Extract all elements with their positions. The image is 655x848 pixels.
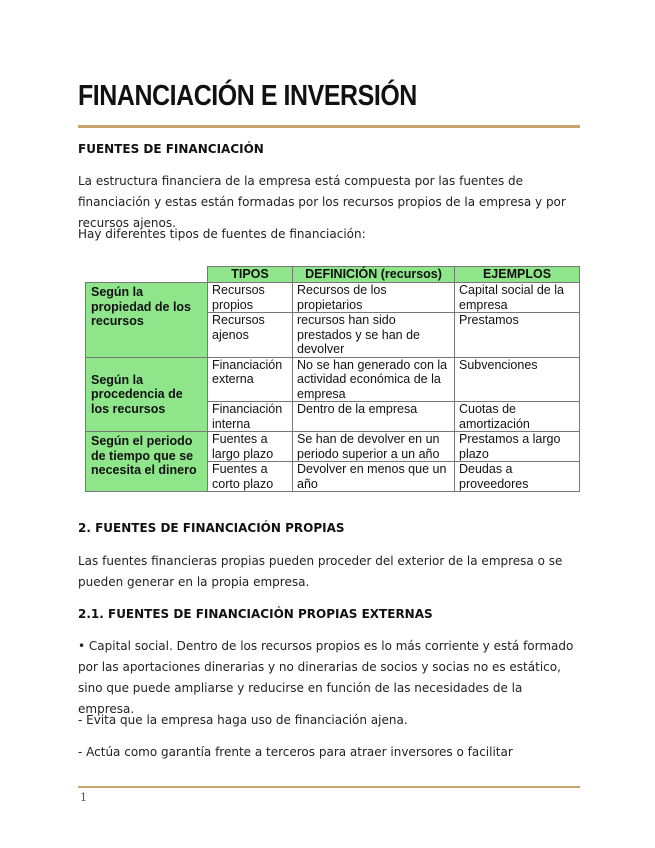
table-header-blank bbox=[86, 267, 208, 283]
list-item-garantia: - Actúa como garantía frente a terceros para atraer inversores o facilitar bbox=[78, 745, 513, 759]
section-heading-propias-externas: 2.1. FUENTES DE FINANCIACIÓN PROPIAS EXTERNAS bbox=[78, 607, 433, 621]
paragraph-propias: Las fuentes financieras propias pueden proceder del exterior de la empresa o se pueden generar en la propia empresa. bbox=[78, 554, 563, 589]
title-divider bbox=[78, 125, 580, 128]
table-header-tipos: TIPOS bbox=[208, 267, 293, 283]
tipo-cell: Recursos ajenos bbox=[208, 313, 293, 358]
paragraph-tipos-intro: Hay diferentes tipos de fuentes de financiación: bbox=[78, 227, 366, 241]
section-heading-fuentes: FUENTES DE FINANCIACIÓN bbox=[78, 142, 264, 156]
ejemplo-cell: Prestamos a largo plazo bbox=[455, 432, 580, 462]
ejemplo-cell: Subvenciones bbox=[455, 357, 580, 402]
category-cell: Según el periodo de tiempo que se necesita el dinero bbox=[86, 432, 208, 492]
table-header-definicion: DEFINICIÓN (recursos) bbox=[293, 267, 455, 283]
section-heading-propias: 2. FUENTES DE FINANCIACIÓN PROPIAS bbox=[78, 521, 345, 535]
category-cell: Según la propiedad de los recursos bbox=[86, 283, 208, 358]
table-row bbox=[86, 432, 580, 462]
ejemplo-cell: Capital social de la empresa bbox=[455, 283, 580, 313]
tipo-cell: Fuentes a corto plazo bbox=[208, 462, 293, 492]
table-row bbox=[86, 357, 580, 402]
ejemplo-cell: Prestamos bbox=[455, 313, 580, 358]
tipo-cell: Recursos propios bbox=[208, 283, 293, 313]
tipo-cell: Fuentes a largo plazo bbox=[208, 432, 293, 462]
page-number: 1 bbox=[80, 791, 87, 804]
financing-sources-table bbox=[85, 266, 580, 492]
footer-divider bbox=[78, 786, 580, 788]
table-row bbox=[86, 283, 580, 313]
definicion-cell: Dentro de la empresa bbox=[293, 402, 455, 432]
definicion-cell: No se han generado con la actividad económica de la empresa bbox=[293, 357, 455, 402]
definicion-cell: Devolver en menos que un año bbox=[293, 462, 455, 492]
paragraph-capital-social: • Capital social. Dentro de los recursos propios es lo más corriente y está formado por las aportaciones dinerarias y no dinerarias de socios y socias no es estático, sino que puede ampliarse y reducirse en función de las necesidades de la empresa. bbox=[78, 639, 574, 716]
table-header-ejemplos: EJEMPLOS bbox=[455, 267, 580, 283]
tipo-cell: Financiación interna bbox=[208, 402, 293, 432]
definicion-cell: Recursos de los propietarios bbox=[293, 283, 455, 313]
definicion-cell: recursos han sido prestados y se han de devolver bbox=[293, 313, 455, 358]
definicion-cell: Se han de devolver en un periodo superior a un año bbox=[293, 432, 455, 462]
ejemplo-cell: Deudas a proveedores bbox=[455, 462, 580, 492]
paragraph-estructura: La estructura financiera de la empresa está compuesta por las fuentes de financiación y estas están formadas por los recursos propios de la empresa y por recursos ajenos. bbox=[78, 174, 566, 230]
page-title: FINANCIACIÓN E INVERSIÓN bbox=[78, 80, 417, 112]
list-item-evita: - Evita que la empresa haga uso de financiación ajena. bbox=[78, 713, 408, 727]
tipo-cell: Financiación externa bbox=[208, 357, 293, 402]
ejemplo-cell: Cuotas de amortización bbox=[455, 402, 580, 432]
table-header-row bbox=[86, 267, 580, 283]
category-cell: Según la procedencia de los recursos bbox=[86, 357, 208, 432]
